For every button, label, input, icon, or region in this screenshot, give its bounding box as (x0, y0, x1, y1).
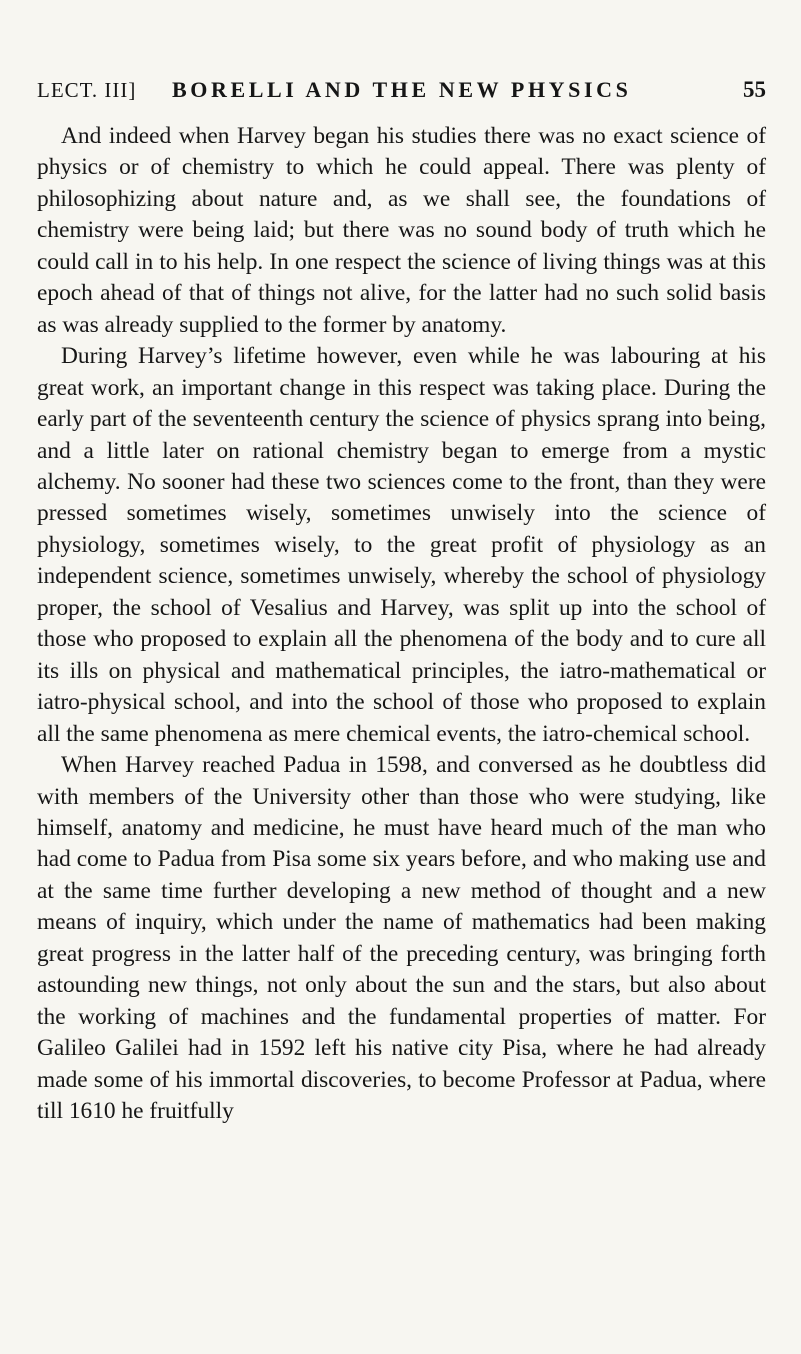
chapter-title: BORELLI AND THE NEW PHYSICS (172, 77, 632, 102)
running-head (37, 73, 766, 107)
lecture-number: LECT. III] (37, 78, 137, 102)
paragraph: During Harvey’s lifetime however, even while he was labouring at his great work, an important change in this respect was taking place. During the early part of the seventeenth century the science of physics sprang into being, and a little later on rational chemistry began to emerge from a mystic alchemy. No sooner had these two sciences come to the front, than they were pressed sometimes wisely, sometimes unwisely into the science of physiology, sometimes wisely, to the great profit of physiology as an independent science, sometimes unwisely, whereby the school of physiology proper, the school of Vesalius and Harvey, was split up into the school of those who proposed to explain all the phenomena of the body and to cure all its ills on physical and mathematical principles, the iatro-mathematical or iatro-physical school, and into the school of those who proposed to explain all the same phenomena as mere chemical events, the iatro-chemical school. (37, 343, 766, 747)
body-text (37, 121, 766, 1128)
page-number: 55 (743, 77, 766, 102)
paragraph: And indeed when Harvey began his studies there was no exact science of physics or of chemistry to which he could appeal. There was plenty of philosophizing about nature and, as we shall see, the foundations of chemistry were being laid; but there was no sound body of truth which he could call in to his help. In one respect the science of living things was at this epoch ahead of that of things not alive, for the latter had no such solid basis as was already supplied to the former by anatomy. (37, 123, 766, 338)
paragraph: When Harvey reached Padua in 1598, and conversed as he doubtless did with members of the University other than those who were studying, like himself, anatomy and medicine, he must have heard much of the man who had come to Padua from Pisa some six years before, and who making use and at the same time further developing a new method of thought and a new means of inquiry, which under the name of mathematics had been making great progress in the latter half of the preceding century, was bringing forth astounding new things, not only about the sun and the stars, but also about the working of machines and the fundamental properties of matter. For Galileo Galilei had in 1592 left his native city Pisa, where he had already made some of his immortal discoveries, to become Professor at Padua, where till 1610 he fruitfully (37, 752, 766, 1125)
